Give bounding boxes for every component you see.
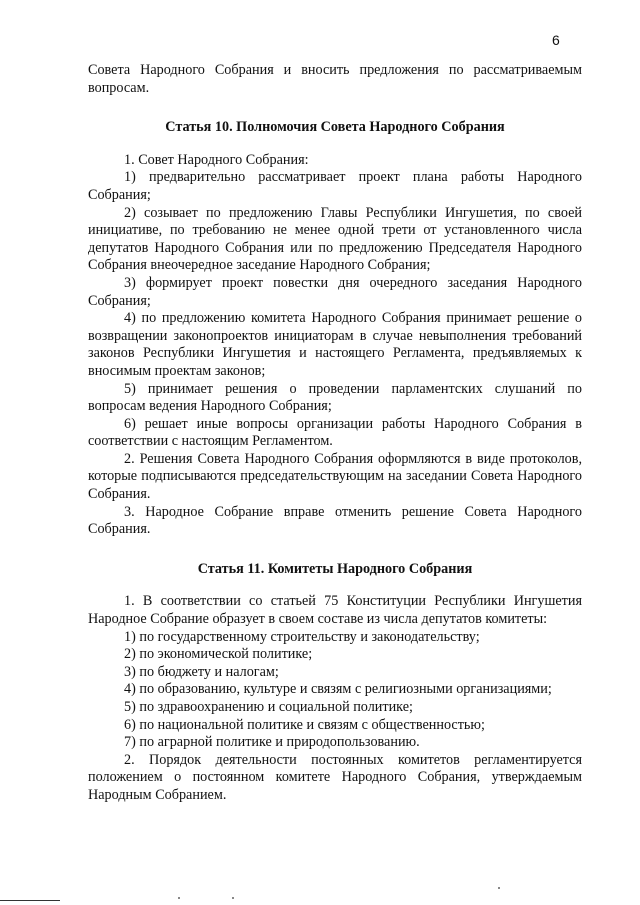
article-10-title: Статья 10. Полномочия Совета Народного Собрания — [165, 119, 505, 136]
article-11-paragraph: 2. Порядок деятельности постоянных комитетов регламентируется положением о постоянном комитете Народного Собрания, утверждаемым Народным Собранием. — [88, 751, 582, 803]
article-10-paragraph: 1. Совет Народного Собрания: — [124, 151, 309, 168]
scan-artifact — [232, 897, 234, 899]
article-11-paragraph: 6) по национальной политике и связям с общественностью; — [124, 716, 485, 733]
article-10-paragraph: 6) решает иные вопросы организации работы Народного Собрания в соответствии с настоящим Регламентом. — [88, 415, 582, 450]
article-10-paragraph: 5) принимает решения о проведении парламентских слушаний по вопросам ведения Народного Собрания; — [88, 380, 582, 415]
scan-edge-line — [0, 900, 60, 901]
intro-paragraph: Совета Народного Собрания и вносить предложения по рассматриваемым вопросам. — [88, 62, 582, 96]
article-10-paragraph: 3) формирует проект повестки дня очередного заседания Народного Собрания; — [88, 274, 582, 309]
page-number: 6 — [552, 32, 560, 48]
article-10-paragraph: 4) по предложению комитета Народного Собрания принимает решение о возвращении законопроектов инициаторам в случае невыполнения требований законов Республики Ингушетия и настоящего Регламента, предъявляемых к вносимым проектам законов; — [88, 310, 582, 379]
article-11-paragraph: 3) по бюджету и налогам; — [124, 663, 279, 680]
article-11-paragraph: 1) по государственному строительству и законодательству; — [124, 628, 480, 645]
article-11-title: Статья 11. Комитеты Народного Собрания — [197, 560, 473, 577]
article-11-paragraph: 4) по образованию, культуре и связям с религиозными организациями; — [124, 681, 552, 698]
article-11-paragraph: 2) по экономической политике; — [124, 646, 313, 663]
scan-artifact — [178, 897, 180, 899]
article-10-paragraph: 2) созывает по предложению Главы Республики Ингушетия, по своей инициативе, по требованию не менее одной трети от установленного числа депутатов Народного Собрания или по предложению Председателя Народного Собрания внеочередное заседание Народного Собрания; — [88, 204, 582, 274]
article-10-paragraph: 1) предварительно рассматривает проект плана работы Народного Собрания; — [88, 169, 582, 203]
article-11-paragraph: 1. В соответствии со статьей 75 Конституции Республики Ингушетия Народное Собрание образует в своем составе из числа депутатов комитеты: — [88, 593, 582, 628]
article-11-paragraph: 5) по здравоохранению и социальной политике; — [124, 699, 413, 715]
document-body — [88, 62, 582, 805]
article-10-paragraph: 3. Народное Собрание вправе отменить решение Совета Народного Собрания. — [88, 503, 582, 538]
article-10-paragraph: 2. Решения Совета Народного Собрания оформляются в виде протоколов, которые подписываются председательствующим на заседании Совета Народного Собрания. — [88, 450, 582, 503]
scan-artifact — [498, 887, 500, 889]
article-11-paragraph: 7) по аграрной политике и природопользованию. — [124, 734, 420, 751]
